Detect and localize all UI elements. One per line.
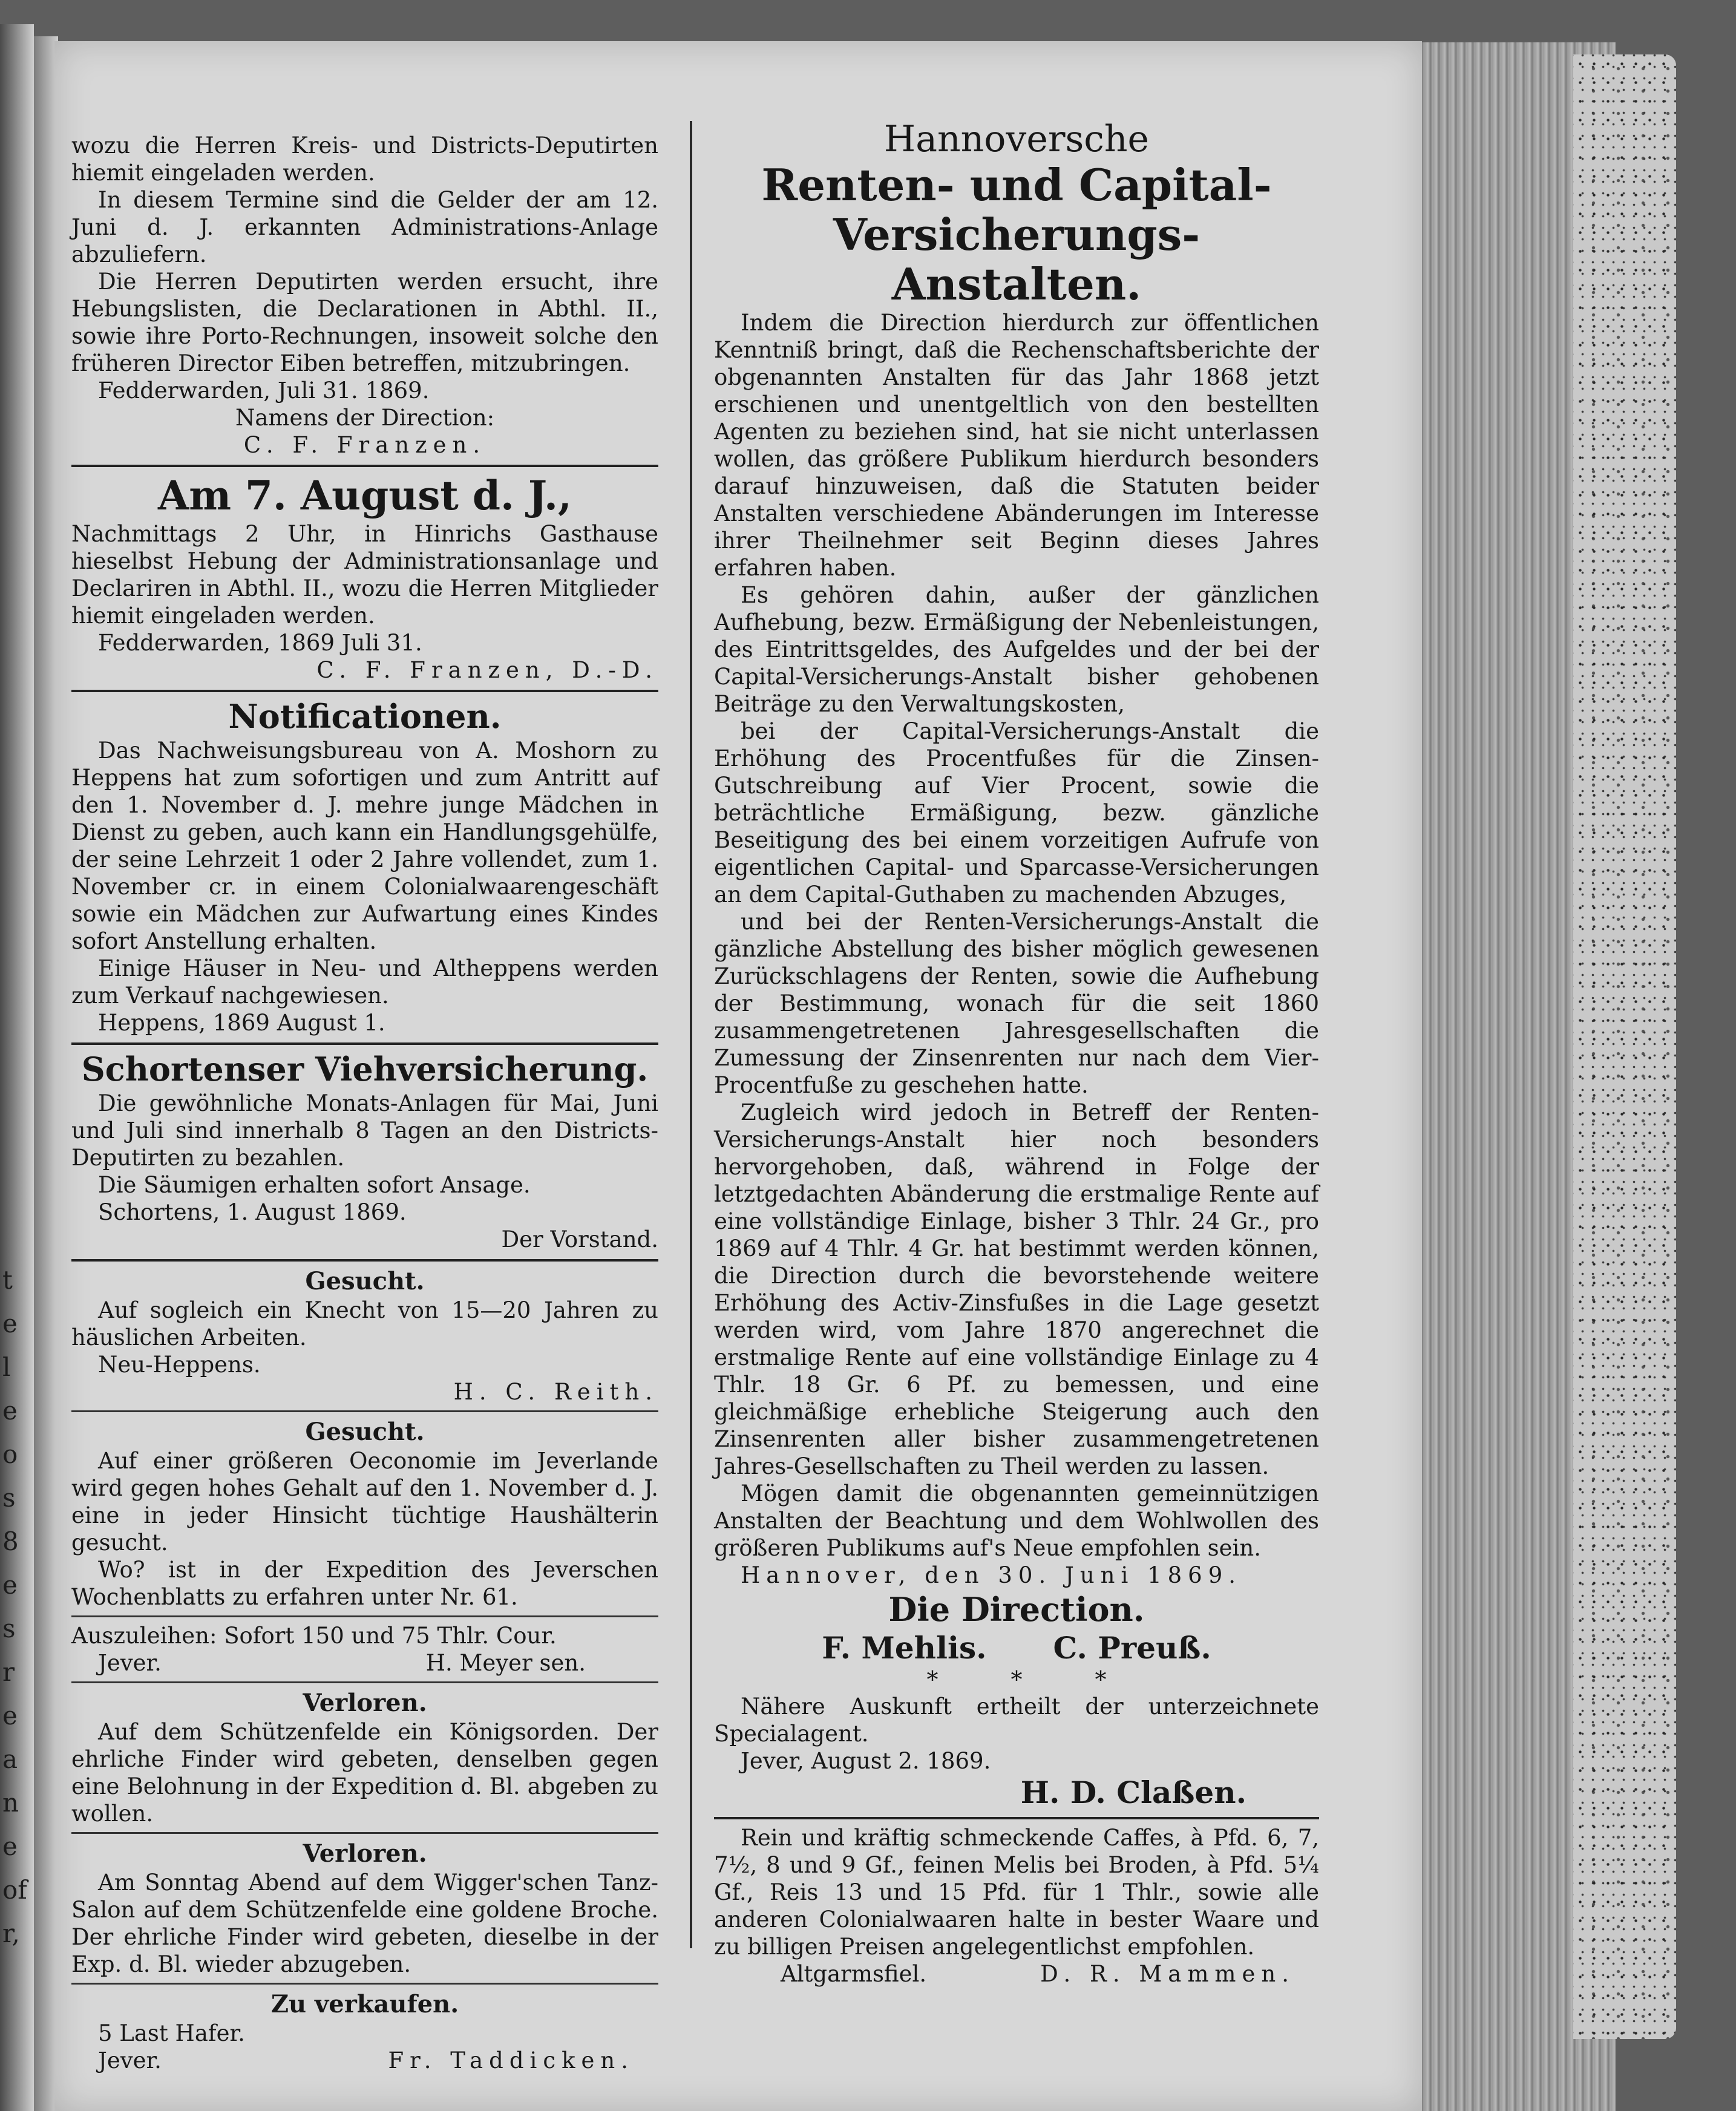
- gesucht-body: Wo? ist in der Expedition des Jeverschen Wochenblatts zu erfahren unter Nr. 61.: [71, 1557, 658, 1610]
- section-rule: [714, 1817, 1319, 1819]
- margin-char: e: [2, 1701, 18, 1730]
- separator-stars: [714, 1666, 1319, 1693]
- notice-paragraph: Die Herren Deputirten werden ersucht, ihre Hebungslisten, die Declarationen in Abthl. II., sowie ihre Porto-Rechnungen, insoweit solche den früheren Director Eiben betreffen, mitzubringen.: [71, 269, 658, 376]
- notifications-title: Notificationen.: [228, 697, 502, 736]
- schortens-section: [71, 1050, 658, 1253]
- gesucht-place: Neu-Heppens.: [98, 1352, 261, 1378]
- auszuleihen-footer: [71, 1649, 658, 1677]
- hannover-paragraph: und bei der Renten-Versicherungs-Anstalt die gänzliche Abstellung des bisher möglich gewesenen Zurückschlagens der Renten, sowie die Aufhebung der Bestimmung, wonach für die seit 1860 zusammengetretenen Jahresgesellschaften die Zumessung der Zinsenrenten nur nach dem Vier-Procentfuße zu geschehen hatte.: [714, 909, 1319, 1098]
- hannover-paragraph: Indem die Direction hierdurch zur öffentlichen Kenntniß bringt, daß die Rechenschaftsberichte der obgenannten Anstalten für das Jahr 1868 jetzt erschienen und unentgeltlich von den bestellten Agenten zu beziehen sind, hat sie nicht unterlassen wollen, das größere Publikum hierdurch besonders darauf hinzuweisen, daß die Statuten beider Anstalten verschiedene Abänderungen im Interesse ihrer Theilnehmer seit Beginn dieses Jahres erfahren haben.: [714, 310, 1319, 581]
- notifications-section: [71, 697, 658, 1036]
- gesucht-body: Auf einer größeren Oeconomie im Jeverlande wird gegen hohes Gehalt auf den 1. November d. J. eine in jeder Hinsicht tüchtige Haushälterin gesucht.: [71, 1448, 658, 1556]
- hannover-paragraph: bei der Capital-Versicherungs-Anstalt die Erhöhung des Procentfußes für die Zinsen-Gutschreibung auf Vier Procent, sowie die beträchtliche Ermäßigung, bezw. gänzliche Beseitigung des bei einem vorzeitigen Aufrufe von eigentlichen Capital- und Sparcasse-Versicherungen an dem Capital-Guthaben zu machenden Abzuges,: [714, 718, 1319, 908]
- auszuleihen-place: Jever.: [98, 1650, 162, 1676]
- notice-paragraph: In diesem Termine sind die Gelder der am 12. Juni d. J. erkannten Administrations-Anlage abzuliefern.: [71, 187, 658, 267]
- notice-paragraph: wozu die Herren Kreis- und Districts-Deputirten hiemit eingeladen werden.: [71, 133, 658, 186]
- margin-char: e: [2, 1309, 18, 1338]
- agent-signature: H. D. Claßen.: [1020, 1775, 1246, 1810]
- schortens-title: Schortenser Viehversicherung.: [81, 1050, 649, 1088]
- left-margin-fragments: [2, 1258, 27, 1956]
- margin-char: e: [2, 1396, 18, 1425]
- august-date: Fedderwarden, 1869 Juli 31.: [98, 630, 422, 656]
- caffee-place: Altgarmsfiel.: [781, 1961, 927, 1987]
- margin-char: r,: [2, 1919, 20, 1948]
- margin-char: r: [2, 1657, 15, 1687]
- deputies-notice: [71, 132, 658, 459]
- notifications-paragraph: Einige Häuser in Neu- und Altheppens werden zum Verkauf nachgewiesen.: [71, 955, 658, 1009]
- margin-char: e: [2, 1570, 18, 1600]
- verloren-title: Verloren.: [303, 1839, 427, 1868]
- margin-char: n: [2, 1788, 19, 1818]
- header-line2: Renten- und Capital-: [761, 159, 1272, 211]
- direction-signatures: [714, 1630, 1319, 1666]
- verkaufen-place: Jever.: [98, 2047, 162, 2073]
- auszuleihen-signature: H. Meyer sen.: [425, 1650, 586, 1676]
- left-column: [71, 132, 658, 2074]
- caffee-ad: Rein und kräftig schmeckende Caffes, à Pfd. 6, 7, 7½, 8 und 9 Gf., feinen Melis bei Broden, à Pfd. 5¼ Gf., Reis 13 und 15 Pfd. für 1 Thlr., sowie alle anderen Colonialwaaren halte in bester Waare und zu billigen Preisen angelegentlichst empfohlen.: [714, 1825, 1319, 1960]
- august-notice: [71, 472, 658, 684]
- margin-char: 8: [2, 1527, 19, 1556]
- notifications-date: Heppens, 1869 August 1.: [98, 1010, 385, 1036]
- gesucht-title: Gesucht.: [305, 1418, 425, 1446]
- verkaufen-title: Zu verkaufen.: [270, 1990, 459, 2018]
- star: *: [926, 1666, 938, 1693]
- verkaufen-footer: [71, 2047, 658, 2074]
- star: *: [1010, 1666, 1023, 1693]
- schortens-signature: Der Vorstand.: [501, 1226, 658, 1252]
- hannover-paragraph: Mögen damit die obgenannten gemeinnützigen Anstalten der Beachtung und dem Wohlwollen des größeren Publikums auf's Neue empfohlen sein.: [714, 1481, 1319, 1561]
- speckled-book-edge: [1573, 54, 1676, 2039]
- gesucht-haushaelterin: [71, 1417, 658, 1611]
- section-rule: [71, 465, 658, 467]
- margin-char: e: [2, 1831, 18, 1861]
- section-rule: [71, 1681, 658, 1683]
- section-rule: [71, 1410, 658, 1412]
- schortens-paragraph: Die gewöhnliche Monats-Anlagen für Mai, Juni und Juli sind innerhalb 8 Tagen an den Districts-Deputirten zu bezahlen.: [71, 1090, 658, 1171]
- agent-date: Jever, August 2. 1869.: [741, 1748, 991, 1774]
- column-divider: [690, 121, 692, 1948]
- section-rule: [71, 1259, 658, 1262]
- verloren-body: Auf dem Schützenfelde ein Königsorden. Der ehrliche Finder wird gebeten, denselben gegen eine Belohnung in der Expedition d. Bl. abgeben zu wollen.: [71, 1719, 658, 1827]
- notice-date: Fedderwarden, Juli 31. 1869.: [98, 378, 430, 404]
- verloren-broche: [71, 1839, 658, 1978]
- caffee-footer: [714, 1960, 1319, 1988]
- margin-char: s: [2, 1614, 16, 1643]
- gesucht-signature: H. C. Reith.: [453, 1379, 658, 1405]
- header-line1: Hannoversche: [883, 118, 1150, 160]
- gesucht-body: Auf sogleich ein Knecht von 15—20 Jahren zu häuslichen Arbeiten.: [71, 1297, 658, 1350]
- margin-char: a: [2, 1744, 18, 1774]
- direction-title: Die Direction.: [888, 1590, 1145, 1629]
- verkaufen-item: 5 Last Hafer.: [98, 2020, 245, 2046]
- margin-char: l: [2, 1352, 11, 1382]
- notifications-paragraph: Das Nachweisungsbureau von A. Moshorn zu Heppens hat zum sofortigen und zum Antritt auf den 1. November d. J. mehre junge Mädchen in Dienst zu geben, auch kann ein Handlungsgehülfe, der seine Lehrzeit 1 oder 2 Jahre vollendet, zum 1. November cr. in einem Colonialwaarengeschäft sowie ein Mädchen zur Aufwartung eines Kindes sofort Anstellung erhalten.: [71, 738, 658, 954]
- notice-signature: C. F. Franzen.: [243, 432, 486, 458]
- august-title: Am 7. August d. J.,: [157, 472, 572, 519]
- schortens-date: Schortens, 1. August 1869.: [98, 1199, 407, 1225]
- section-rule: [71, 1042, 658, 1045]
- gesucht-knecht: [71, 1266, 658, 1406]
- margin-char: o: [2, 1439, 18, 1469]
- verloren-body: Am Sonntag Abend auf dem Wigger'schen Tanz-Salon auf dem Schützenfelde eine goldene Broche. Der ehrliche Finder wird gebeten, dieselbe in der Exp. d. Bl. wieder abzugeben.: [71, 1870, 658, 1977]
- margin-char: t: [2, 1265, 13, 1295]
- august-body: Nachmittags 2 Uhr, in Hinrichs Gasthause hieselbst Hebung der Administrationsanlage und Declariren in Abthl. II., wozu die Herren Mitglieder hiemit eingeladen werden.: [71, 521, 658, 629]
- margin-char: s: [2, 1483, 16, 1513]
- schortens-paragraph: Die Säumigen erhalten sofort Ansage.: [98, 1172, 531, 1198]
- signature-preuss: C. Preuß.: [1053, 1630, 1211, 1666]
- verkaufen-signature: Fr. Taddicken.: [388, 2047, 634, 2073]
- verloren-title: Verloren.: [303, 1689, 427, 1717]
- margin-char: of: [2, 1875, 27, 1905]
- auszuleihen-line: Auszuleihen: Sofort 150 und 75 Thlr. Cour.: [71, 1623, 557, 1649]
- august-signature: C. F. Franzen, D.-D.: [316, 657, 658, 683]
- right-column: [714, 118, 1319, 1988]
- section-rule: [71, 1615, 658, 1617]
- section-rule: [71, 1983, 658, 1985]
- section-rule: [71, 690, 658, 692]
- gesucht-title: Gesucht.: [305, 1267, 425, 1295]
- section-rule: [71, 1832, 658, 1834]
- notice-namens: Namens der Direction:: [235, 405, 495, 431]
- hannover-date: Hannover, den 30. Juni 1869.: [741, 1562, 1242, 1588]
- hannover-paragraph: Zugleich wird jedoch in Betreff der Renten-Versicherungs-Anstalt hier noch besonders hervorgehoben, daß, während in Folge der letztgedachten Abänderung die erstmalige Rente auf eine vollständige Einlage, bisher 3 Thlr. 24 Gr., pro 1869 auf 4 Thlr. 4 Gr. hat bestimmt werden können, die Direction durch die bevorstehende weitere Erhöhung des Activ-Zinsfußes in die Lage gesetzt werden wird, vom Jahre 1870 angerechnet die erstmalige Rente auf eine vollständige Einlage zu 4 Thlr. 18 Gr. 6 Pf. zu bemessen, und eine gleichmäßige erhebliche Steigerung auch den Zinsenrenten aller bisher zusammengetretenen Jahres-Gesellschaften zu Theil werden zu lassen.: [714, 1099, 1319, 1479]
- verkaufen-notice: [71, 1989, 658, 2074]
- signature-mehlis: F. Mehlis.: [822, 1630, 987, 1666]
- caffee-signature: D. R. Mammen.: [1040, 1961, 1295, 1987]
- header-line3: Versicherungs-Anstalten.: [833, 209, 1200, 310]
- agent-paragraph: Nähere Auskunft ertheilt der unterzeichnete Specialagent.: [714, 1694, 1319, 1747]
- hannover-header: [714, 118, 1319, 309]
- hannover-paragraph: Es gehören dahin, außer der gänzlichen Aufhebung, bezw. Ermäßigung der Nebenleistungen, des Eintrittsgeldes, des Aufgeldes und der bei der Capital-Versicherungs-Anstalt bisher gehobenen Beiträge zu den Verwaltungskosten,: [714, 582, 1319, 717]
- auszuleihen-notice: [71, 1622, 658, 1677]
- star: *: [1095, 1666, 1107, 1693]
- verloren-orden: [71, 1688, 658, 1827]
